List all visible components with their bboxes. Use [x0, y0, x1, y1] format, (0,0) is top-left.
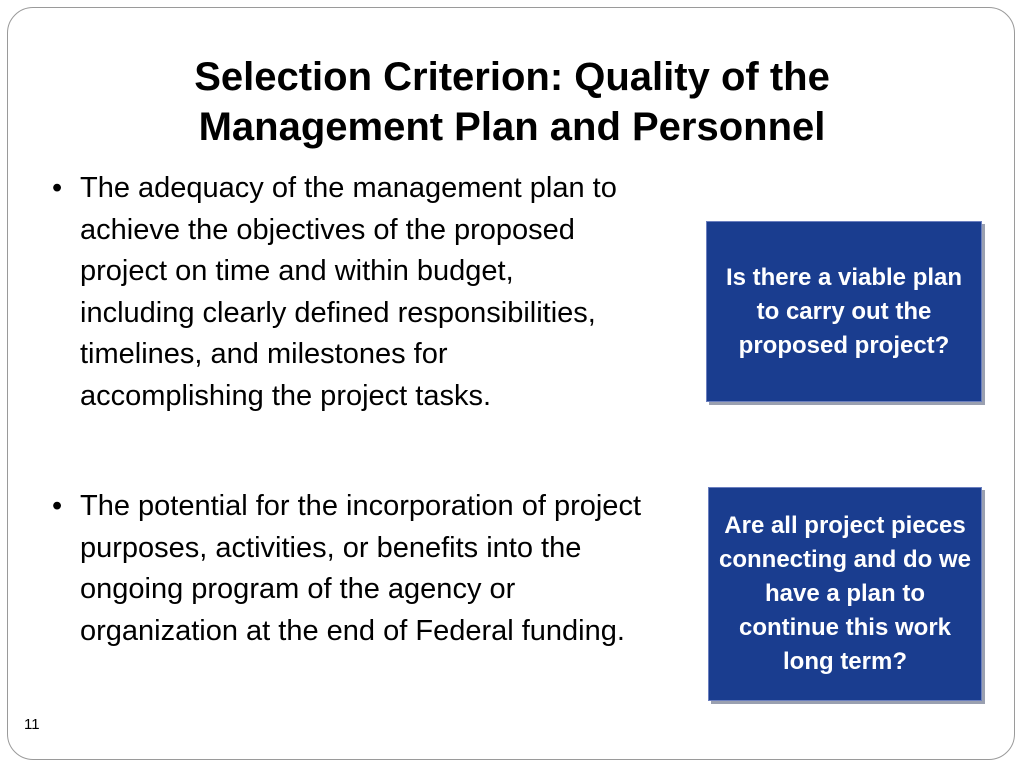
callout-text: Is there a viable plan to carry out the proposed project? — [725, 263, 963, 359]
bullet-marker: • — [52, 172, 63, 204]
page-number: 11 — [24, 716, 40, 733]
bullet-item-management-plan — [52, 168, 627, 417]
bullet-item-incorporation — [52, 486, 672, 652]
callout-long-term — [708, 487, 982, 701]
title-line-1: Selection Criterion: Quality of the — [194, 55, 830, 99]
callout-text: Are all project pieces connecting and do we have a plan to continue this work long term? — [719, 512, 972, 675]
slide-title — [0, 52, 1024, 152]
title-line-2: Management Plan and Personnel — [198, 105, 826, 149]
bullet-text: The potential for the incorporation of project purposes, activities, or benefits into the ongoing program of the agency or organization at the end of Federal funding. — [80, 490, 641, 647]
bullet-text: The adequacy of the management plan to achieve the objectives of the proposed project on time and within budget, including clearly defined responsibilities, timelines, and milestones for accomplishing the project tasks. — [80, 172, 617, 412]
bullet-marker: • — [52, 490, 63, 522]
callout-viable-plan — [706, 221, 982, 402]
